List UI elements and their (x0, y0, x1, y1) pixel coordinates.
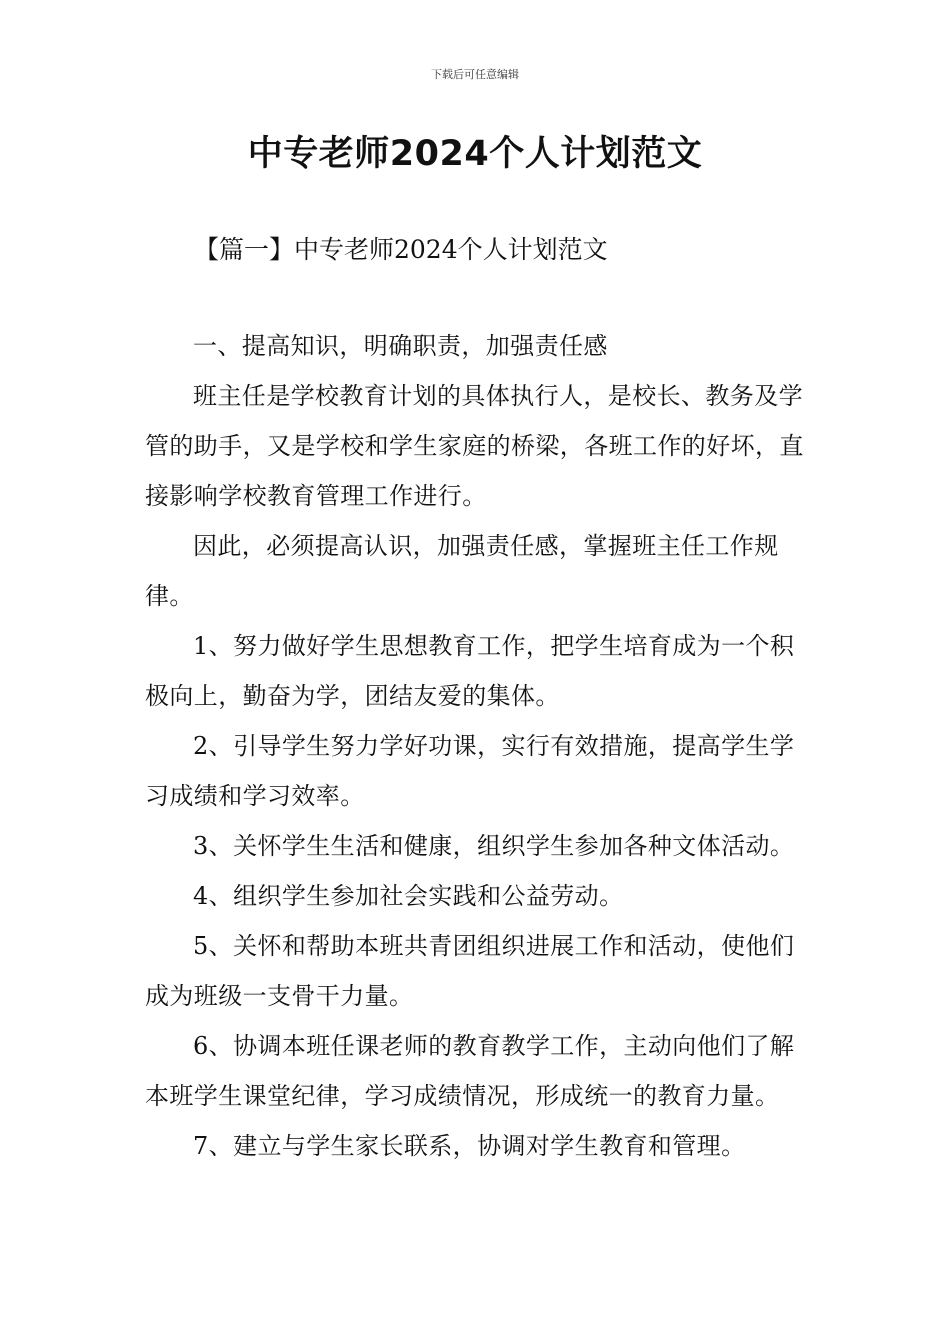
paragraph: 班主任是学校教育计划的具体执行人，是校长、教务及学管的助手，又是学校和学生家庭的桥梁，各班工作的好坏，直接影响学校教育管理工作进行。 (145, 382, 804, 510)
section-heading: 【篇一】中专老师2024个人计划范文 (194, 235, 608, 264)
paragraph: 一、提高知识，明确职责，加强责任感 (193, 332, 608, 360)
paragraph: 4、组织学生参加社会实践和公益劳动。 (193, 882, 624, 910)
header-note: 下载后可任意编辑 (431, 68, 519, 81)
paragraph: 6、协调本班任课老师的教育教学工作，主动向他们了解本班学生课堂纪律，学习成绩情况，形成统一的教育力量。 (145, 1032, 795, 1110)
paragraph: 1、努力做好学生思想教育工作，把学生培育成为一个积极向上，勤奋为学，团结友爱的集体。 (145, 632, 795, 710)
paragraph: 2、引导学生努力学好功课，实行有效措施，提高学生学习成绩和学习效率。 (145, 732, 795, 810)
paragraph: 因此，必须提高认识，加强责任感，掌握班主任工作规律。 (145, 532, 779, 610)
paragraph: 3、关怀学生生活和健康，组织学生参加各种文体活动。 (193, 832, 795, 860)
document-body (145, 321, 810, 1171)
paragraph: 5、关怀和帮助本班共青团组织进展工作和活动，使他们成为班级一支骨干力量。 (145, 932, 795, 1010)
document-title: 中专老师2024个人计划范文 (247, 134, 703, 174)
paragraph: 7、建立与学生家长联系，协调对学生教育和管理。 (193, 1132, 746, 1160)
